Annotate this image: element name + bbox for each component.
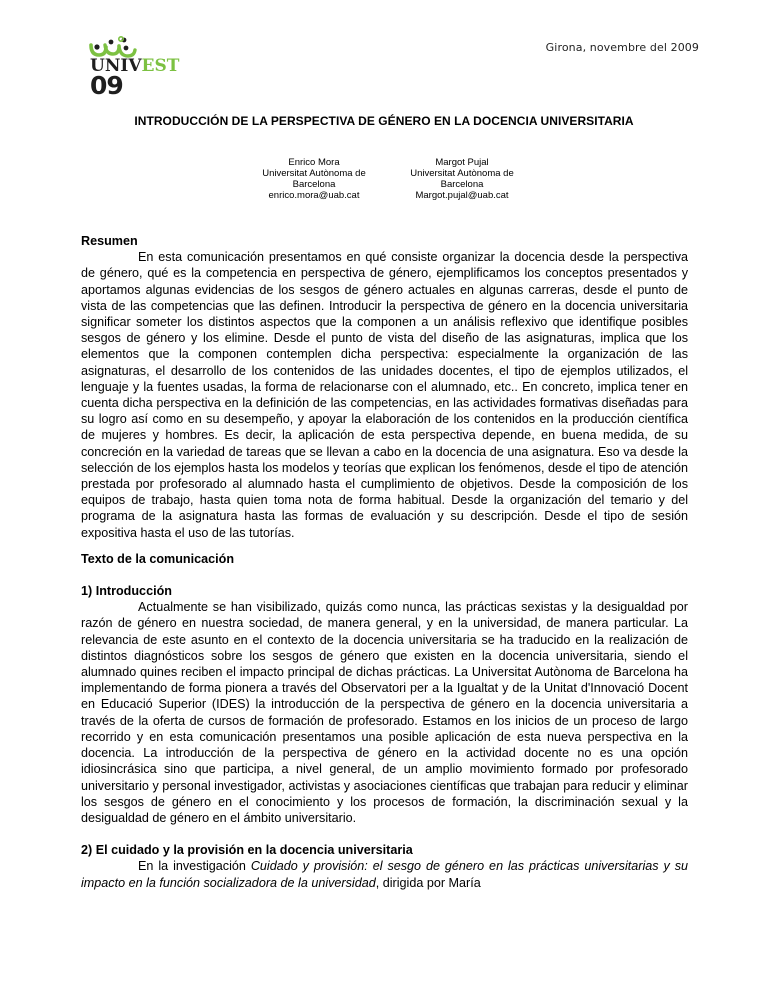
author-email[interactable]: Margot.pujal@uab.cat xyxy=(415,190,509,201)
logo-year: 09 xyxy=(90,71,123,100)
logo-figures-icon xyxy=(88,36,148,58)
logo-word-dark: UNIV xyxy=(90,56,142,76)
logo-word-green: EST xyxy=(141,56,180,76)
abstract-text: En esta comunicación presentamos en qué consiste organizar la docencia desde la perspectiva de género, qué es la competencia en perspectiva de género, ejemplificamos los conceptos presentados y aportamos algunas evidencias de los sesgos de género actuales en algunas carreras, desde el punto de vista de las competencias que las definen. Introducir la perspectiva de género en la docencia universitaria significar someter los distintos aspectos que la componen a un análisis reflexivo que identifique posibles sesgos de género y los elimine. Desde el punto de vista del diseño de las asignaturas, implica que los elementos que la componen contemplen dicha perspectiva: especialmente la organización de las asignaturas, el desarrollo de los contenidos de las unidades docentes, el tipo de ejemplos utilizados, el lenguaje y la fuentes usadas, la forma de relacionarse con el alumnado, etc.. En concreto, implica tener en cuenta dicha perspectiva en la definición de las competencias, en las actividades formativas diseñadas para su logro así como en su desempeño, y apoyar la elaboración de los contenidos en la producción científica de mujeres y hombres. Es decir, la aplicación de esta perspectiva depende, en buena medida, de su concreción en la variedad de tareas que se llevan a cabo en la docencia de una asignatura. Eso va desde la selección de los ejemplos hasta los modelos y teorías que explican los fenómenos, desde el tipo de atención prestada por profesorado al alumnado hasta el cumplimiento de objetivos. Desde la composición de los equipos de trabajo, hasta quien toma nota de forma habitual. Desde la organización del temario y del programa de la asignatura hasta las formas de evaluación y su descripción. Desde el tipo de sesión expositiva hasta el uso de las tutorías. xyxy=(81,250,688,540)
section-2-text-start: En la investigación xyxy=(138,859,251,874)
section-1-text: Actualmente se han visibilizado, quizás como nunca, las prácticas sexistas y la desigualdad por razón de género en nuestra sociedad, de manera general, y en la universidad, de manera particular. La relevancia de este asunto en el contexto de la docencia universitaria se ha traducido en la realización de distintos diagnósticos sobre los sesgos de género que existen en la docencia universitaria, siendo el alumnado quines reciben el impacto principal de dichas prácticas. La Universitat Autònoma de Barcelona ha implementando de forma pionera a través del Observatori per a la Igualtat y de la Unitat d'Innovació Docent en Educació Superior (IDES) la introducción de la perspectiva de género en la docencia universitaria a través de la oferta de cursos de formación de profesorado. Estamos en los inicios de un proceso de largo recorrido y en esta comunicación presentamos una posible aplicación de esta nueva perspectiva en la docencia. La introducción de la perspectiva de género en la actividad docente no es una opción idiosincrásica sino que participa, a nivel general, de un amplio movimiento formado por profesorado universitario y personal investigador, activistas y asociaciones científicas que trabajan para reducir y eliminar los sesgos de género en el conocimiento y los procesos de formación, la discriminación sexual y la desigualdad de género en el ámbito universitario. xyxy=(81,600,688,825)
author-email[interactable]: enrico.mora@uab.cat xyxy=(268,190,360,201)
authors-block xyxy=(248,157,528,201)
author-name: Enrico Mora xyxy=(288,157,340,168)
section-1-heading: 1) Introducción xyxy=(81,584,172,599)
author-affiliation-city: Barcelona xyxy=(292,179,336,190)
univest-09-logo xyxy=(88,36,188,102)
document-body xyxy=(81,233,688,891)
abstract-heading: Resumen xyxy=(81,234,138,248)
author-affiliation: Universitat Autònoma de xyxy=(262,168,366,179)
author-name: Margot Pujal xyxy=(435,157,489,168)
author-1 xyxy=(248,157,380,201)
research-title: Cuidado y provisión: el sesgo de género en las prácticas universitarias y su impacto en la función socializadora de la universidad xyxy=(81,859,689,890)
paper-title: INTRODUCCIÓN DE LA PERSPECTIVA DE GÉNERO EN LA DOCENCIA UNIVERSITARIA xyxy=(134,114,634,128)
section-2-text xyxy=(81,858,688,890)
author-affiliation: Universitat Autònoma de xyxy=(410,168,514,179)
author-affiliation-city: Barcelona xyxy=(440,179,484,190)
section-2-text-end: , dirigida por María xyxy=(375,875,481,890)
section-2-heading: 2) El cuidado y la provisión en la docencia universitaria xyxy=(81,843,413,858)
body-heading: Texto de la comunicación xyxy=(81,551,235,566)
location-date: Girona, novembre del 2009 xyxy=(545,41,699,54)
author-2 xyxy=(396,157,528,201)
